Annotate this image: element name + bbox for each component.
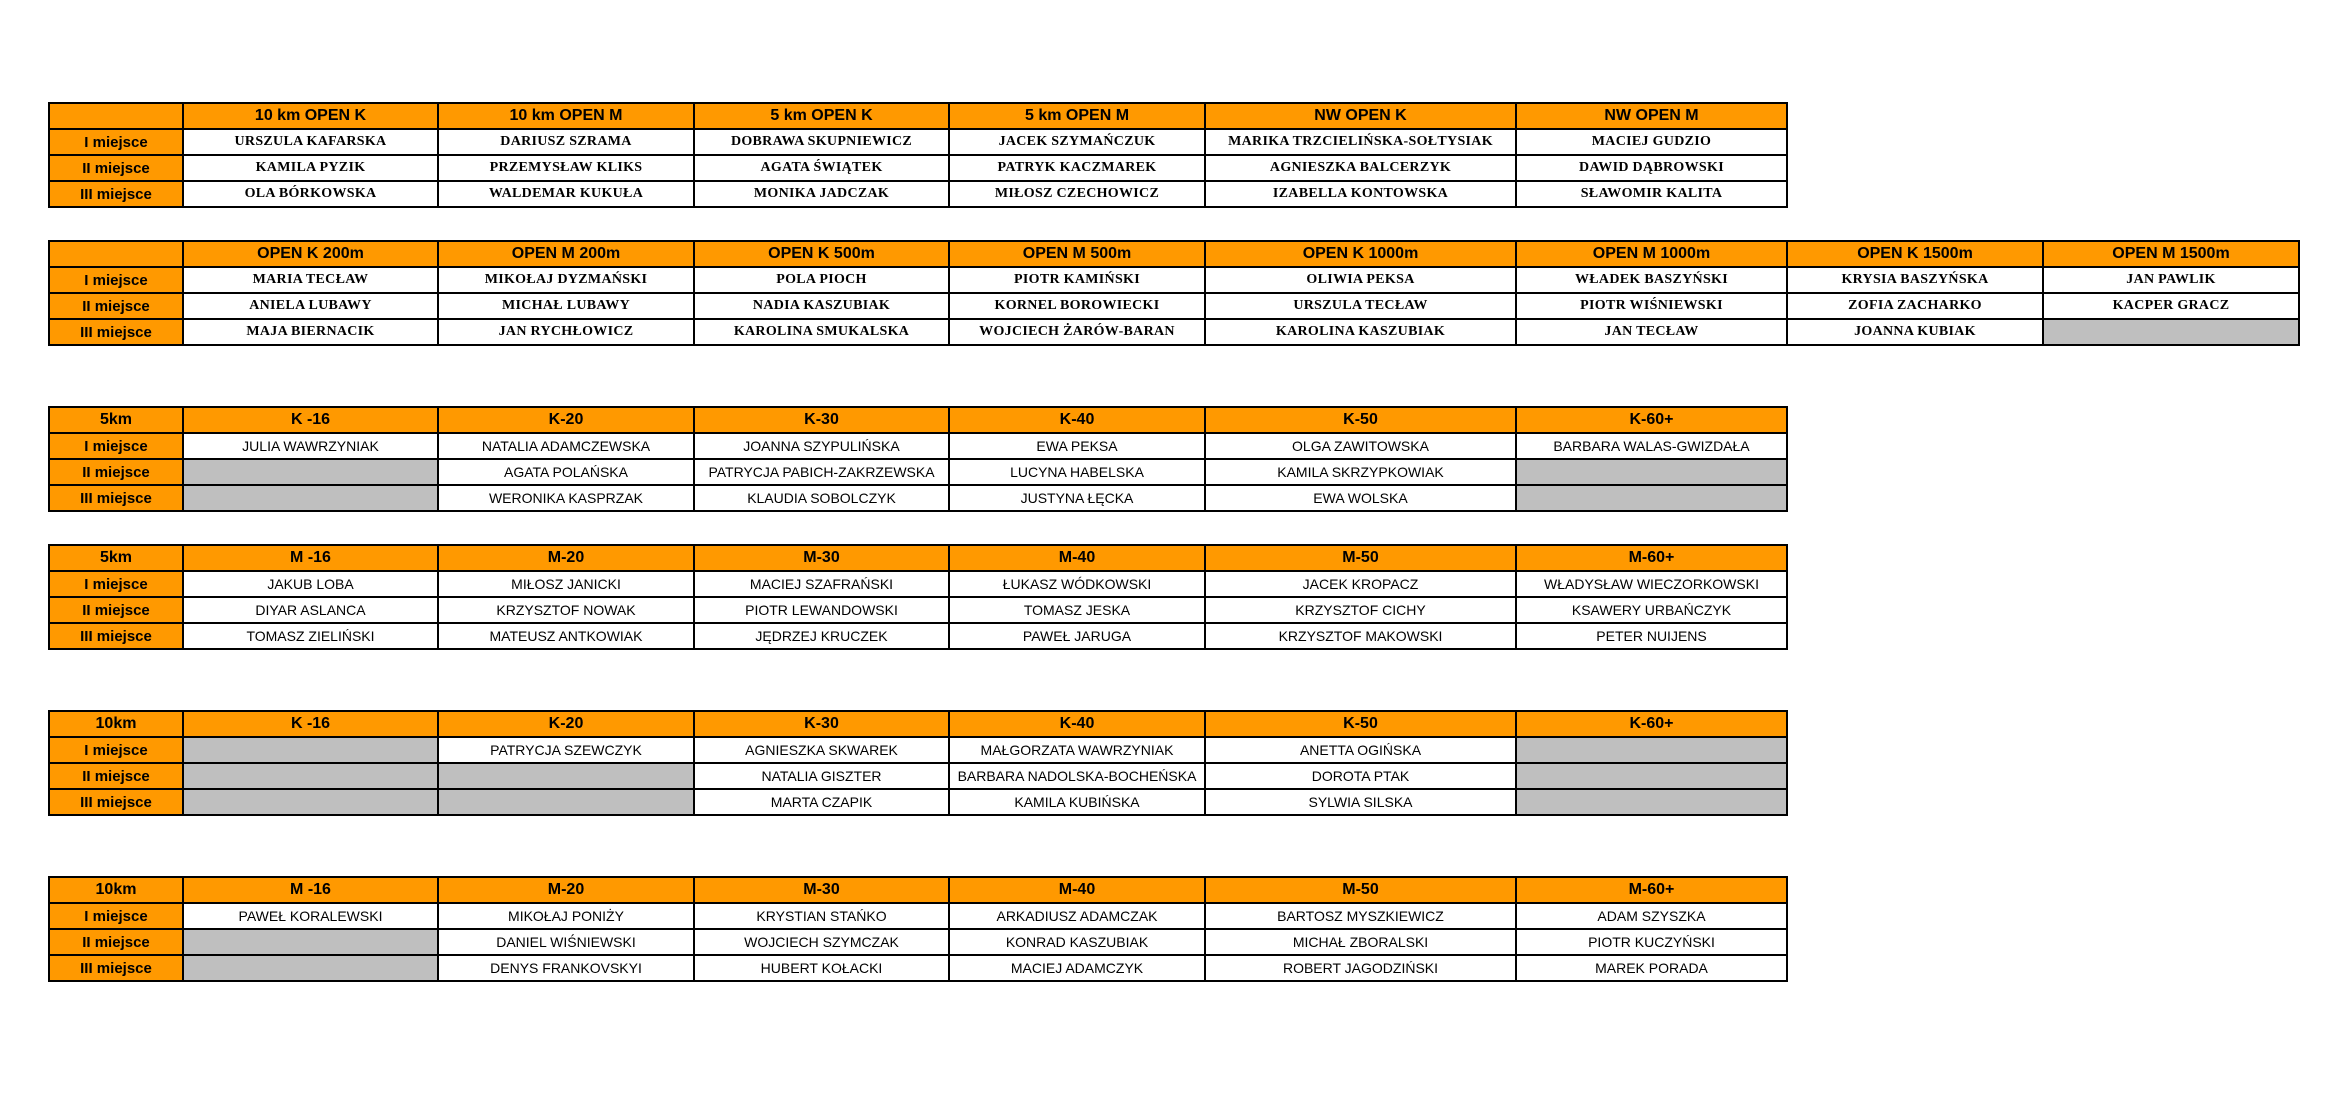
result-cell: ARKADIUSZ ADAMCZAK: [949, 903, 1205, 929]
category-header: K-30: [694, 711, 949, 737]
result-cell: PATRYK KACZMAREK: [949, 155, 1205, 181]
table-row: [49, 903, 1787, 929]
place-label: II miejsce: [49, 763, 183, 789]
category-header: M-60+: [1516, 877, 1787, 903]
result-cell: TOMASZ ZIELIŃSKI: [183, 623, 438, 649]
category-header: M-40: [949, 877, 1205, 903]
result-cell: ŁUKASZ WÓDKOWSKI: [949, 571, 1205, 597]
table-row: [49, 623, 1787, 649]
category-header: K-40: [949, 711, 1205, 737]
empty-cell: [1516, 737, 1787, 763]
category-header: K-60+: [1516, 711, 1787, 737]
result-cell: KRZYSZTOF CICHY: [1205, 597, 1516, 623]
place-label: II miejsce: [49, 459, 183, 485]
category-header: M -16: [183, 877, 438, 903]
result-cell: SYLWIA SILSKA: [1205, 789, 1516, 815]
result-cell: WŁADEK BASZYŃSKI: [1516, 267, 1787, 293]
result-cell: BARBARA WALAS-GWIZDAŁA: [1516, 433, 1787, 459]
result-cell: KLAUDIA SOBOLCZYK: [694, 485, 949, 511]
empty-cell: [183, 485, 438, 511]
empty-cell: [183, 737, 438, 763]
results-table-10km-women: [48, 710, 1788, 816]
result-cell: DOBRAWA SKUPNIEWICZ: [694, 129, 949, 155]
corner-cell: [49, 241, 183, 267]
table-row: [49, 181, 1787, 207]
result-cell: KAMILA SKRZYPKOWIAK: [1205, 459, 1516, 485]
empty-cell: [183, 929, 438, 955]
place-label: III miejsce: [49, 485, 183, 511]
empty-cell: [438, 763, 694, 789]
results-table-5km-women: [48, 406, 1788, 512]
result-cell: MONIKA JADCZAK: [694, 181, 949, 207]
results-table-5km-men: [48, 544, 1788, 650]
category-header: M-20: [438, 545, 694, 571]
table-row: [49, 737, 1787, 763]
place-label: III miejsce: [49, 789, 183, 815]
result-cell: WERONIKA KASPRZAK: [438, 485, 694, 511]
result-cell: PIOTR KUCZYŃSKI: [1516, 929, 1787, 955]
result-cell: URSZULA TECŁAW: [1205, 293, 1516, 319]
result-cell: PAWEŁ JARUGA: [949, 623, 1205, 649]
category-header: K-20: [438, 711, 694, 737]
result-cell: MICHAŁ ZBORALSKI: [1205, 929, 1516, 955]
category-header: K -16: [183, 711, 438, 737]
header-row: [49, 103, 1787, 129]
corner-cell: [49, 103, 183, 129]
category-header: OPEN K 1500m: [1787, 241, 2043, 267]
empty-cell: [183, 459, 438, 485]
category-header: OPEN M 1500m: [2043, 241, 2299, 267]
result-cell: MATEUSZ ANTKOWIAK: [438, 623, 694, 649]
table-row: [49, 267, 2299, 293]
result-cell: KRYSTIAN STAŃKO: [694, 903, 949, 929]
result-cell: OLGA ZAWITOWSKA: [1205, 433, 1516, 459]
result-cell: MIKOŁAJ DYZMAŃSKI: [438, 267, 694, 293]
result-cell: WALDEMAR KUKUŁA: [438, 181, 694, 207]
result-cell: JAN TECŁAW: [1516, 319, 1787, 345]
result-cell: ADAM SZYSZKA: [1516, 903, 1787, 929]
category-header: 5 km OPEN M: [949, 103, 1205, 129]
category-header: OPEN M 1000m: [1516, 241, 1787, 267]
place-label: III miejsce: [49, 181, 183, 207]
result-cell: KACPER GRACZ: [2043, 293, 2299, 319]
result-cell: SŁAWOMIR KALITA: [1516, 181, 1787, 207]
empty-cell: [1516, 763, 1787, 789]
result-cell: DAWID DĄBROWSKI: [1516, 155, 1787, 181]
category-header: M-30: [694, 545, 949, 571]
category-header: K-20: [438, 407, 694, 433]
result-cell: PRZEMYSŁAW KLIKS: [438, 155, 694, 181]
result-cell: KSAWERY URBAŃCZYK: [1516, 597, 1787, 623]
category-header: 10 km OPEN K: [183, 103, 438, 129]
place-label: III miejsce: [49, 623, 183, 649]
category-header: M-60+: [1516, 545, 1787, 571]
result-cell: PAWEŁ KORALEWSKI: [183, 903, 438, 929]
header-row: [49, 545, 1787, 571]
header-row: [49, 241, 2299, 267]
result-cell: JACEK KROPACZ: [1205, 571, 1516, 597]
place-label: II miejsce: [49, 293, 183, 319]
result-cell: EWA PEKSA: [949, 433, 1205, 459]
result-cell: URSZULA KAFARSKA: [183, 129, 438, 155]
result-cell: OLA BÓRKOWSKA: [183, 181, 438, 207]
result-cell: WŁADYSŁAW WIECZORKOWSKI: [1516, 571, 1787, 597]
place-label: I miejsce: [49, 737, 183, 763]
table-row: [49, 459, 1787, 485]
result-cell: BARBARA NADOLSKA-BOCHEŃSKA: [949, 763, 1205, 789]
empty-cell: [1516, 459, 1787, 485]
category-header: K -16: [183, 407, 438, 433]
place-label: I miejsce: [49, 267, 183, 293]
result-cell: PIOTR KAMIŃSKI: [949, 267, 1205, 293]
result-cell: POLA PIOCH: [694, 267, 949, 293]
category-header: OPEN K 500m: [694, 241, 949, 267]
result-cell: NATALIA GISZTER: [694, 763, 949, 789]
category-header: M -16: [183, 545, 438, 571]
result-cell: AGATA POLAŃSKA: [438, 459, 694, 485]
empty-cell: [1516, 789, 1787, 815]
result-cell: KAMILA KUBIŃSKA: [949, 789, 1205, 815]
result-cell: KAMILA PYZIK: [183, 155, 438, 181]
place-label: II miejsce: [49, 929, 183, 955]
result-cell: MARIA TECŁAW: [183, 267, 438, 293]
empty-cell: [183, 763, 438, 789]
result-cell: KAROLINA SMUKALSKA: [694, 319, 949, 345]
table-row: [49, 319, 2299, 345]
table-row: [49, 155, 1787, 181]
result-cell: TOMASZ JESKA: [949, 597, 1205, 623]
result-cell: EWA WOLSKA: [1205, 485, 1516, 511]
result-cell: AGNIESZKA BALCERZYK: [1205, 155, 1516, 181]
result-cell: OLIWIA PEKSA: [1205, 267, 1516, 293]
category-header: K-60+: [1516, 407, 1787, 433]
category-header: K-30: [694, 407, 949, 433]
result-cell: MIKOŁAJ PONIŻY: [438, 903, 694, 929]
result-cell: PIOTR WIŚNIEWSKI: [1516, 293, 1787, 319]
category-header: OPEN M 500m: [949, 241, 1205, 267]
result-cell: IZABELLA KONTOWSKA: [1205, 181, 1516, 207]
place-label: I miejsce: [49, 571, 183, 597]
table-row: [49, 129, 1787, 155]
result-cell: MARTA CZAPIK: [694, 789, 949, 815]
result-cell: JACEK SZYMAŃCZUK: [949, 129, 1205, 155]
result-cell: MAŁGORZATA WAWRZYNIAK: [949, 737, 1205, 763]
category-header: OPEN M 200m: [438, 241, 694, 267]
header-row: [49, 877, 1787, 903]
result-cell: DENYS FRANKOVSKYI: [438, 955, 694, 981]
category-header: M-20: [438, 877, 694, 903]
result-cell: HUBERT KOŁACKI: [694, 955, 949, 981]
table-row: [49, 929, 1787, 955]
result-cell: AGATA ŚWIĄTEK: [694, 155, 949, 181]
result-cell: ANIELA LUBAWY: [183, 293, 438, 319]
result-cell: PETER NUIJENS: [1516, 623, 1787, 649]
category-header: K-50: [1205, 407, 1516, 433]
result-cell: MICHAŁ LUBAWY: [438, 293, 694, 319]
empty-cell: [1516, 485, 1787, 511]
empty-cell: [183, 789, 438, 815]
result-cell: KRYSIA BASZYŃSKA: [1787, 267, 2043, 293]
table-row: [49, 293, 2299, 319]
table-row: [49, 789, 1787, 815]
result-cell: KONRAD KASZUBIAK: [949, 929, 1205, 955]
table-row: [49, 571, 1787, 597]
result-cell: WOJCIECH SZYMCZAK: [694, 929, 949, 955]
corner-cell: 5km: [49, 407, 183, 433]
result-cell: ANETTA OGIŃSKA: [1205, 737, 1516, 763]
place-label: III miejsce: [49, 319, 183, 345]
result-cell: JUSTYNA ŁĘCKA: [949, 485, 1205, 511]
table-row: [49, 955, 1787, 981]
header-row: [49, 711, 1787, 737]
result-cell: MIŁOSZ JANICKI: [438, 571, 694, 597]
category-header: M-50: [1205, 545, 1516, 571]
table-row: [49, 485, 1787, 511]
result-cell: NATALIA ADAMCZEWSKA: [438, 433, 694, 459]
place-label: II miejsce: [49, 155, 183, 181]
result-cell: AGNIESZKA SKWAREK: [694, 737, 949, 763]
result-cell: MIŁOSZ CZECHOWICZ: [949, 181, 1205, 207]
results-table-open-distances: [48, 102, 1788, 208]
category-header: M-30: [694, 877, 949, 903]
result-cell: LUCYNA HABELSKA: [949, 459, 1205, 485]
result-cell: WOJCIECH ŻARÓW-BARAN: [949, 319, 1205, 345]
result-cell: DARIUSZ SZRAMA: [438, 129, 694, 155]
result-cell: JOANNA KUBIAK: [1787, 319, 2043, 345]
place-label: I miejsce: [49, 129, 183, 155]
results-table-open-track: [48, 240, 2300, 346]
category-header: 5 km OPEN K: [694, 103, 949, 129]
result-cell: JAKUB LOBA: [183, 571, 438, 597]
result-cell: MACIEJ GUDZIO: [1516, 129, 1787, 155]
result-cell: PATRYCJA SZEWCZYK: [438, 737, 694, 763]
category-header: M-50: [1205, 877, 1516, 903]
result-cell: JĘDRZEJ KRUCZEK: [694, 623, 949, 649]
result-cell: JAN RYCHŁOWICZ: [438, 319, 694, 345]
corner-cell: 10km: [49, 711, 183, 737]
empty-cell: [438, 789, 694, 815]
empty-cell: [183, 955, 438, 981]
result-cell: JOANNA SZYPULIŃSKA: [694, 433, 949, 459]
result-cell: MARIKA TRZCIELIŃSKA-SOŁTYSIAK: [1205, 129, 1516, 155]
category-header: M-40: [949, 545, 1205, 571]
result-cell: MAREK PORADA: [1516, 955, 1787, 981]
result-cell: DIYAR ASLANCA: [183, 597, 438, 623]
result-cell: PATRYCJA PABICH-ZAKRZEWSKA: [694, 459, 949, 485]
result-cell: MAJA BIERNACIK: [183, 319, 438, 345]
result-cell: MACIEJ SZAFRAŃSKI: [694, 571, 949, 597]
table-row: [49, 763, 1787, 789]
category-header: OPEN K 200m: [183, 241, 438, 267]
result-cell: DOROTA PTAK: [1205, 763, 1516, 789]
category-header: OPEN K 1000m: [1205, 241, 1516, 267]
result-cell: JAN PAWLIK: [2043, 267, 2299, 293]
corner-cell: 5km: [49, 545, 183, 571]
result-cell: BARTOSZ MYSZKIEWICZ: [1205, 903, 1516, 929]
results-table-10km-men: [48, 876, 1788, 982]
table-row: [49, 433, 1787, 459]
result-cell: KRZYSZTOF MAKOWSKI: [1205, 623, 1516, 649]
result-cell: ZOFIA ZACHARKO: [1787, 293, 2043, 319]
category-header: NW OPEN M: [1516, 103, 1787, 129]
place-label: III miejsce: [49, 955, 183, 981]
result-cell: KAROLINA KASZUBIAK: [1205, 319, 1516, 345]
table-row: [49, 597, 1787, 623]
header-row: [49, 407, 1787, 433]
category-header: K-50: [1205, 711, 1516, 737]
result-cell: PIOTR LEWANDOWSKI: [694, 597, 949, 623]
category-header: K-40: [949, 407, 1205, 433]
result-cell: NADIA KASZUBIAK: [694, 293, 949, 319]
result-cell: DANIEL WIŚNIEWSKI: [438, 929, 694, 955]
result-cell: MACIEJ ADAMCZYK: [949, 955, 1205, 981]
result-cell: KRZYSZTOF NOWAK: [438, 597, 694, 623]
category-header: NW OPEN K: [1205, 103, 1516, 129]
empty-cell: [2043, 319, 2299, 345]
place-label: II miejsce: [49, 597, 183, 623]
place-label: I miejsce: [49, 433, 183, 459]
place-label: I miejsce: [49, 903, 183, 929]
result-cell: ROBERT JAGODZIŃSKI: [1205, 955, 1516, 981]
corner-cell: 10km: [49, 877, 183, 903]
result-cell: JULIA WAWRZYNIAK: [183, 433, 438, 459]
category-header: 10 km OPEN M: [438, 103, 694, 129]
result-cell: KORNEL BOROWIECKI: [949, 293, 1205, 319]
